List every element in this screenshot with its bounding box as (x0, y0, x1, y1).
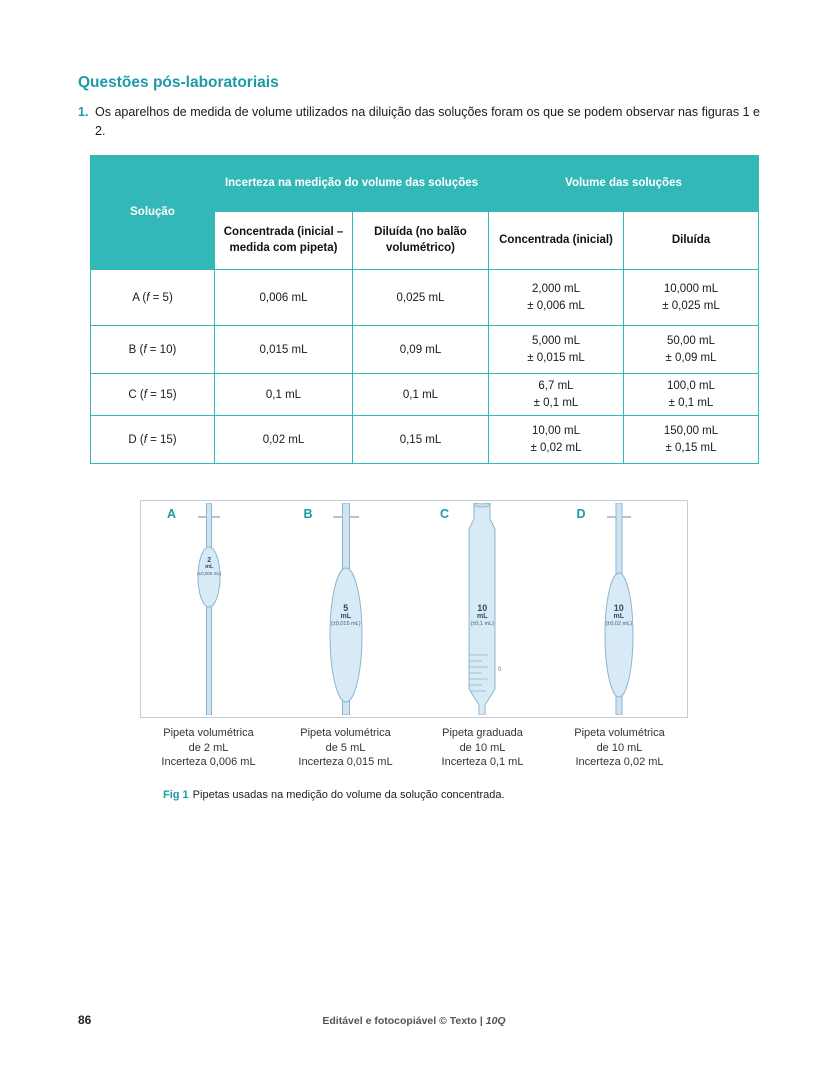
cell-volume-diluted (624, 416, 759, 464)
cell-volume-concentrated (489, 416, 624, 464)
solution-factor-var: f (143, 343, 147, 356)
pipette-a-caption (140, 726, 277, 770)
pipette-c-volume-label (414, 603, 551, 627)
volume-value: 2,000 mL (532, 283, 580, 296)
question-number: 1. (78, 105, 89, 119)
pipette-d-caption (551, 726, 688, 770)
caption-line: Pipeta graduada (442, 727, 523, 739)
pipette-d-volume-label (551, 603, 688, 627)
col-header-solucao: Solução (91, 156, 215, 270)
graduation-zero-label: 0 (498, 667, 502, 673)
volume-unit: mL (613, 613, 624, 620)
caption-line: Incerteza 0,1 mL (441, 756, 524, 769)
cell-volume-diluted (624, 270, 759, 326)
cell-volume-diluted (624, 374, 759, 416)
cell-uncert-diluted: 0,1 mL (353, 374, 489, 416)
subheader-concentrada-pipeta: Concentrada (inicial – medida com pipeta) (215, 212, 353, 270)
pipette-b-volume-label (278, 603, 415, 627)
footer-edition-code: 10Q (485, 1015, 506, 1027)
pipette-c (414, 501, 551, 717)
solution-factor-var: f (143, 388, 147, 401)
cell-solution (91, 326, 215, 374)
caption-line: Pipeta volumétrica (300, 727, 391, 739)
volume-number: 10 (477, 603, 488, 613)
volume-uncertainty: ± 0,025 mL (662, 299, 720, 312)
question-1 (78, 103, 762, 141)
volume-uncertainty: ± 0,015 mL (527, 351, 585, 364)
volume-number: 5 (343, 603, 349, 613)
pipette-b-letter: B (303, 507, 313, 521)
volume-uncertainty: ± 0,006 mL (527, 299, 585, 312)
caption-line: Pipeta volumétrica (574, 727, 665, 739)
pipette-b-caption (277, 726, 414, 770)
table-row-d (91, 416, 759, 464)
caption-line: de 5 mL (325, 741, 366, 754)
cell-volume-concentrated (489, 326, 624, 374)
caption-line: Incerteza 0,006 mL (161, 756, 256, 769)
caption-line: de 10 mL (459, 741, 506, 754)
caption-line: de 2 mL (188, 741, 229, 754)
cell-uncert-concentrated: 0,02 mL (215, 416, 353, 464)
table-row-c (91, 374, 759, 416)
caption-line: de 10 mL (596, 741, 643, 754)
caption-line: Incerteza 0,02 mL (575, 756, 664, 769)
solution-prefix: D ( (128, 433, 144, 446)
col-header-volume: Volume das soluções (489, 156, 759, 212)
volume-value: 6,7 mL (538, 380, 574, 393)
subheader-diluida-balao: Diluída (no balão volumétrico) (353, 212, 489, 270)
figure-1-caption (163, 789, 505, 801)
cell-uncert-diluted: 0,09 mL (353, 326, 489, 374)
volume-uncertainty: ± 0,1 mL (668, 396, 714, 409)
pipette-a-letter: A (167, 507, 177, 521)
solution-suffix: = 15) (146, 388, 177, 401)
volume-value: 10,000 mL (663, 283, 719, 296)
solution-prefix: B ( (128, 343, 144, 356)
volume-tolerance: (±0,015 mL) (330, 621, 361, 627)
pipette-a (141, 501, 278, 717)
volume-value: 50,00 mL (667, 335, 715, 348)
pipette-b (278, 501, 415, 717)
solution-suffix: = 10) (146, 343, 177, 356)
cell-volume-diluted (624, 326, 759, 374)
cell-solution (91, 374, 215, 416)
solution-suffix: = 15) (146, 433, 177, 446)
volume-tolerance: (±0,006 mL) (197, 571, 222, 576)
cell-uncert-concentrated: 0,006 mL (215, 270, 353, 326)
figure-label: Fig 1 (163, 789, 189, 801)
volume-tolerance: (±0,02 mL) (605, 621, 633, 627)
volume-number: 2 (207, 557, 212, 564)
pipette-d-letter: D (576, 507, 586, 521)
volume-value: 5,000 mL (532, 335, 580, 348)
caption-line: Pipeta volumétrica (163, 727, 254, 739)
solution-factor-var: f (146, 291, 150, 304)
solution-prefix: A ( (132, 291, 147, 304)
volume-uncertainty: ± 0,15 mL (665, 441, 717, 454)
solution-prefix: C ( (128, 388, 144, 401)
caption-line: Incerteza 0,015 mL (298, 756, 393, 769)
solution-factor-var: f (143, 433, 147, 446)
volume-value: 100,0 mL (667, 380, 715, 393)
table-header-row-1 (91, 156, 759, 212)
footer-copyright (0, 1015, 828, 1027)
subheader-diluida: Diluída (624, 212, 759, 270)
pipette-d (551, 501, 688, 717)
cell-uncert-diluted: 0,15 mL (353, 416, 489, 464)
cell-uncert-concentrated: 0,1 mL (215, 374, 353, 416)
figure-1-pipettes (140, 500, 688, 718)
volume-unit: mL (477, 613, 488, 620)
page-number: 86 (78, 1013, 92, 1027)
volume-uncertainty: ± 0,09 mL (665, 351, 717, 364)
volume-number: 10 (613, 603, 624, 613)
volume-unit: mL (205, 564, 214, 570)
pipette-c-letter: C (440, 507, 450, 521)
volume-value: 150,00 mL (663, 425, 719, 438)
pipette-c-caption (414, 726, 551, 770)
pipette-captions (140, 726, 688, 770)
volume-value: 10,00 mL (532, 425, 580, 438)
footer-copyright-text: Editável e fotocopiável © Texto | (322, 1015, 486, 1027)
volume-uncertainty: ± 0,02 mL (530, 441, 582, 454)
cell-solution (91, 416, 215, 464)
col-header-incerteza: Incerteza na medição do volume das soluções (215, 156, 489, 212)
page-title: Questões pós-laboratoriais (78, 74, 279, 91)
volumetric-pipette-2ml-icon (149, 503, 269, 715)
subheader-concentrada-inicial: Concentrada (inicial) (489, 212, 624, 270)
figure-caption-text: Pipetas usadas na medição do volume da solução concentrada. (192, 789, 505, 801)
question-text: Os aparelhos de medida de volume utilizados na diluição das soluções foram os que se podem observar nas figuras 1 e 2. (95, 105, 760, 138)
cell-uncert-concentrated: 0,015 mL (215, 326, 353, 374)
table-row-b (91, 326, 759, 374)
table-row-a (91, 270, 759, 326)
volume-unit: mL (340, 613, 351, 620)
cell-uncert-diluted: 0,025 mL (353, 270, 489, 326)
cell-volume-concentrated (489, 374, 624, 416)
cell-solution (91, 270, 215, 326)
cell-volume-concentrated (489, 270, 624, 326)
solution-suffix: = 5) (149, 291, 173, 304)
pipette-a-volume-label (141, 557, 278, 576)
volume-uncertainty: ± 0,1 mL (533, 396, 579, 409)
solutions-table (90, 155, 759, 464)
volume-tolerance: (±0,1 mL) (470, 621, 494, 627)
